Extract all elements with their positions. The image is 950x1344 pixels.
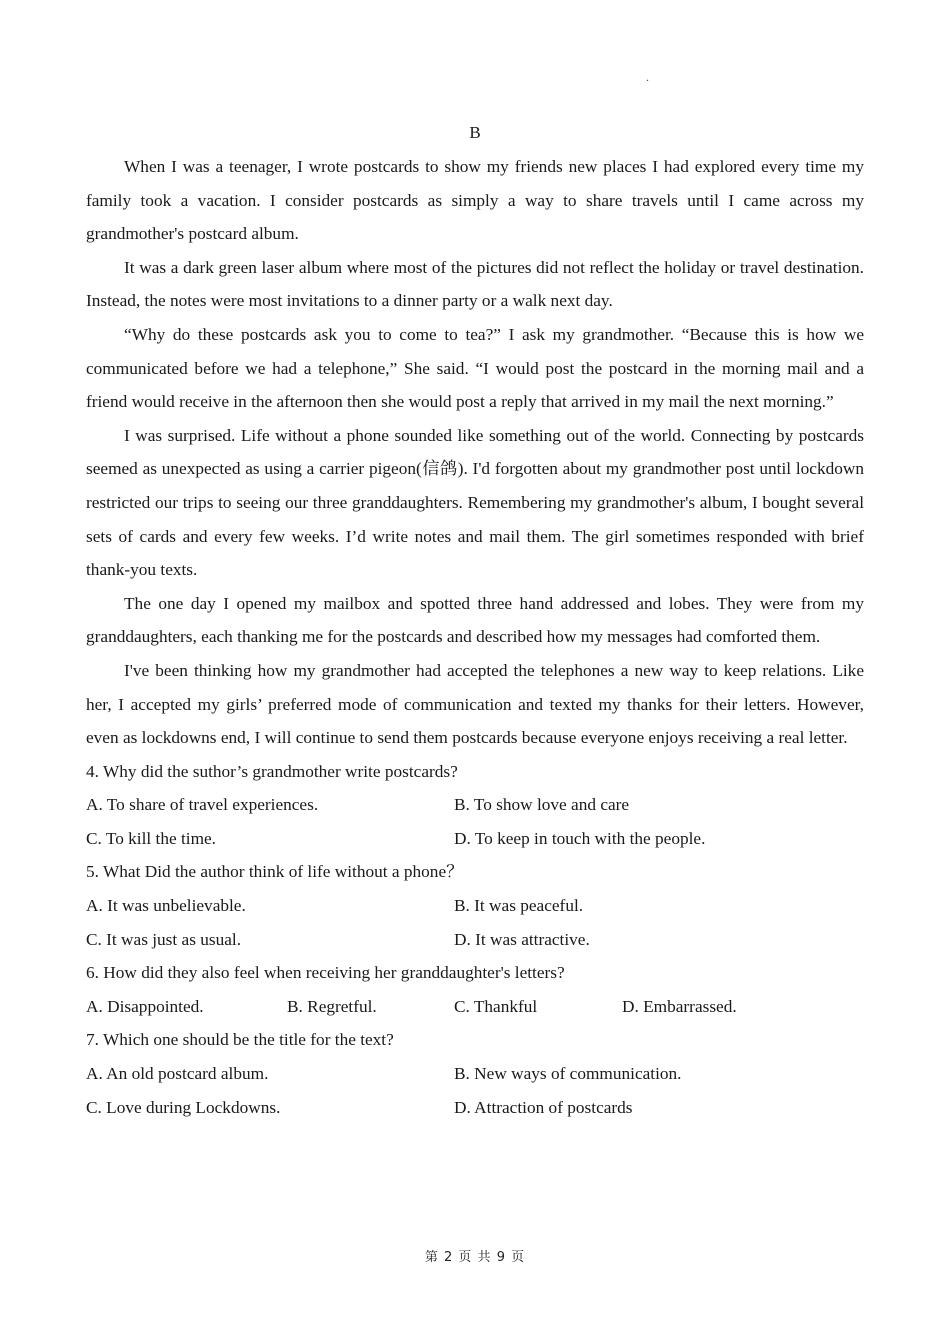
paragraph: The one day I opened my mailbox and spotted three hand addressed and lobes. They were from my granddaughters, each thanking me for the postcards and described how my messages had comforted them. [86,593,864,647]
question-7-option-c: C. Love during Lockdowns. [86,1097,281,1117]
question-4-options-row-2 [86,822,864,856]
question-7-option-a: A. An old postcard album. [86,1064,269,1084]
question-4-option-c: C. To kill the time. [86,828,216,848]
paragraph: “Why do these postcards ask you to come to tea?” I ask my grandmother. “Because this is how we communicated before we had a telephone,” She said. “I would post the postcard in the morning mail and a friend would receive in the afternoon then she would post a reply that arrived in my mail the next morning.” [86,324,864,412]
question-5-options-row-1 [86,889,864,923]
paragraph: It was a dark green laser album where most of the pictures did not reflect the holiday or travel destination. Instead, the notes were most invitations to a dinner party or a walk next day. [86,257,864,311]
paragraph: I was surprised. Life without a phone sounded like something out of the world. Connecting by postcards seemed as unexpected as using a carrier pigeon(信鸽). I'd forgotten about my grandmother post until lockdown restricted our trips to seeing our three granddaughters. Remembering my grandmother's album, I bought several sets of cards and every few weeks. I’d write notes and mail them. The girl sometimes responded with brief thank-you texts. [86,425,864,580]
question-5-option-a: A. It was unbelievable. [86,896,246,916]
question-6-option-c: C. Thankful [454,996,538,1016]
question-4-stem: 4. Why did the suthor’s grandmother write postcards? [86,761,458,781]
question-4-option-d: D. To keep in touch with the people. [454,828,706,848]
question-6-option-b: B. Regretful. [287,996,377,1016]
header-mark: . [646,70,649,84]
page-footer: 第 2 页 共 9 页 [424,1250,526,1265]
question-4-options-row-1 [86,788,864,822]
question-4-option-a: A. To share of travel experiences. [86,795,319,815]
paragraph: I've been thinking how my grandmother had accepted the telephones a new way to keep relations. Like her, I accepted my girls’ preferred mode of communication and texted my thanks for their letters. However, even as lockdowns end, I will continue to send them postcards because everyone enjoys receiving a real letter. [86,660,864,748]
question-7-option-d: D. Attraction of postcards [454,1097,633,1117]
question-7-stem: 7. Which one should be the title for the text? [86,1030,394,1050]
question-5-option-c: C. It was just as usual. [86,929,242,949]
question-5-options-row-2 [86,923,864,957]
question-5-option-d: D. It was attractive. [454,929,590,949]
question-4-option-b: B. To show love and care [454,795,630,815]
passage [86,150,864,755]
question-5-stem: 5. What Did the author think of life without a phone？ [86,862,464,882]
question-7-option-b: B. New ways of communication. [454,1064,682,1084]
question-5-option-b: B. It was peaceful. [454,896,584,916]
section-heading: B [469,123,481,142]
question-7-options-row-1 [86,1057,864,1091]
question-6-option-a: A. Disappointed. [86,996,204,1016]
question-6-stem: 6. How did they also feel when receiving her granddaughter's letters? [86,963,565,983]
question-6-option-d: D. Embarrassed. [622,996,737,1016]
paragraph: When I was a teenager, I wrote postcards to show my friends new places I had explored every time my family took a vacation. I consider postcards as simply a way to share travels until I came across my grandmother's postcard album. [86,157,864,244]
question-7-options-row-2 [86,1091,864,1125]
document-page [86,118,864,1124]
question-6-options-row [86,990,864,1024]
